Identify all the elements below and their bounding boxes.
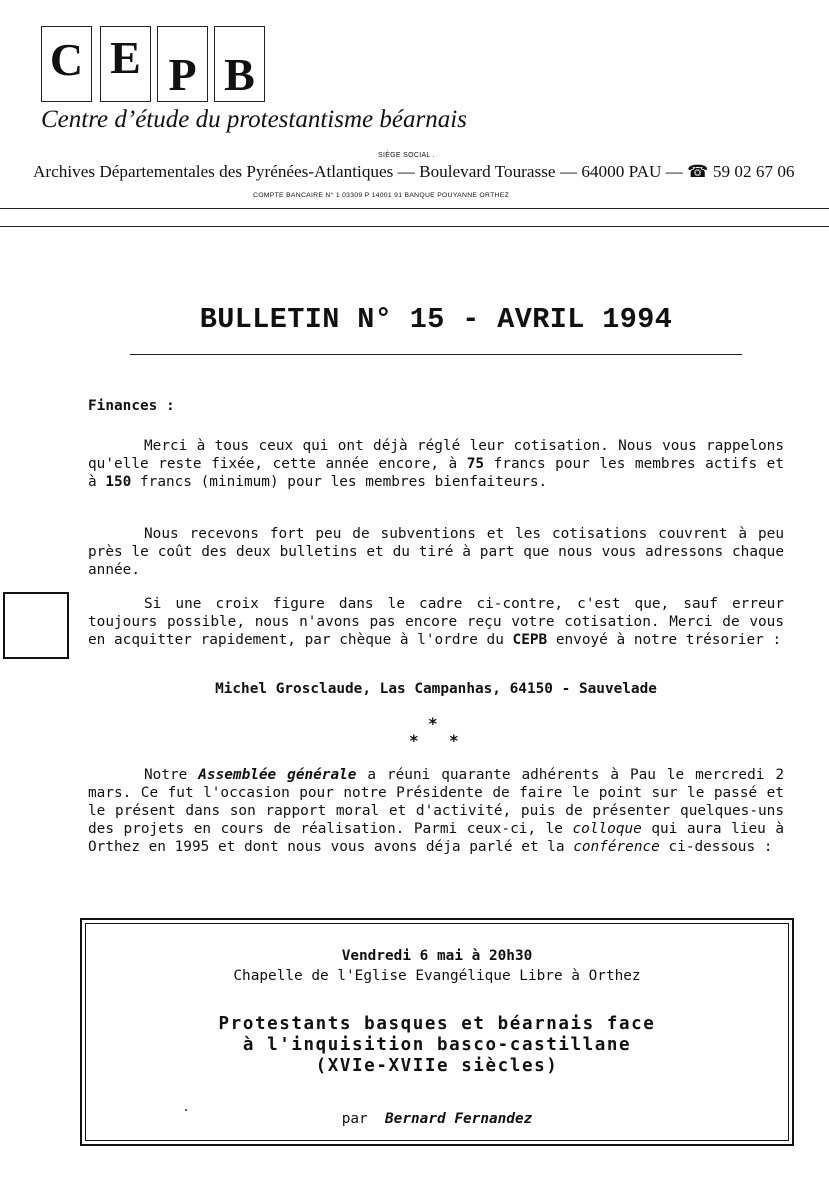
finances-paragraph-3: Si une croix figure dans le cadre ci-contre, c'est que, sauf erreur toujours possible, nous n'avons pas encore reçu votre cotisation. Merci de vous en acquitter rapidement, par chèque à l'ordre du CEPB envoyé à notre trésorier :	[88, 596, 784, 649]
finances-paragraph-1: Merci à tous ceux qui ont déjà réglé leur cotisation. Nous vous rappelons qu'elle reste fixée, cette année encore, à 75 francs pour les membres actifs et à 150 francs (minimum) pour les membres bienfaiteurs.	[88, 438, 784, 491]
bank-account: COMPTE BANCAIRE N° 1 03309 P 14001 91 BANQUE POUYANNE ORTHEZ	[253, 192, 510, 199]
payment-reminder-checkbox	[3, 592, 69, 659]
conference-announcement-box	[80, 918, 794, 1146]
asterisk: *	[449, 731, 459, 750]
event-speaker: Bernard Fernandez	[385, 1111, 533, 1127]
organization-tagline: Centre d’étude du protestantisme béarnais	[41, 106, 467, 133]
logo-box-p	[157, 26, 208, 102]
speaker-by-label: par	[341, 1111, 368, 1127]
asterisk: *	[428, 714, 438, 733]
header-rule-bottom	[0, 226, 829, 227]
bulletin-title: BULLETIN N° 15 - AVRIL 1994	[199, 303, 673, 336]
title-underline	[130, 354, 742, 355]
active-member-fee: 75	[466, 456, 485, 473]
asterisk: *	[409, 731, 419, 750]
header-rule-top	[0, 208, 829, 209]
siege-social-label: SIÈGE SOCIAL .	[378, 152, 435, 159]
event-speaker-line	[82, 1111, 792, 1127]
logo-letter: B	[224, 49, 255, 100]
event-venue: Chapelle de l'Eglise Evangélique Libre à Orthez	[233, 968, 641, 984]
logo-letter: E	[110, 32, 141, 83]
logo-letter: C	[49, 34, 84, 85]
organization-acronym: CEPB	[512, 632, 548, 649]
treasurer-address: Michel Grosclaude, Las Campanhas, 64150 - Sauvelade	[215, 681, 657, 697]
assembly-paragraph: Notre Assemblée générale a réuni quarante adhérents à Pau le mercredi 2 mars. Ce fut l'occasion pour notre Présidente de faire le point sur le passé et le présent dans son rapport moral et d'activité, puis de présenter quelques-uns des projets en cours de réalisation. Parmi ceux-ci, le colloque qui aura lieu à Orthez en 1995 et dont nous vous avons déja parlé et la conférence ci-dessous :	[88, 767, 785, 856]
event-date: Vendredi 6 mai à 20h30	[341, 948, 533, 964]
section-heading-finances: Finances :	[88, 398, 175, 414]
benefactor-fee: 150	[105, 474, 132, 491]
event-title-line: Protestants basques et béarnais face	[218, 1014, 656, 1034]
finances-paragraph-2: Nous recevons fort peu de subventions et les cotisations couvrent à peu près le coût des deux bulletins et du tiré à part que nous vous adressons chaque année.	[88, 526, 784, 579]
logo-box-e	[100, 26, 151, 102]
logo-box-c	[41, 26, 92, 102]
logo-letter: P	[168, 49, 197, 100]
colloque-emphasis: colloque	[572, 821, 642, 838]
assembly-emphasis: Assemblée générale	[198, 767, 357, 783]
conference-emphasis: conférence	[573, 839, 660, 856]
speck	[185, 1109, 187, 1111]
organization-address: Archives Départementales des Pyrénées-Atlantiques — Boulevard Tourasse — 64000 PAU — ☎ 59 02 67 06	[33, 162, 795, 181]
event-title-line: à l'inquisition basco-castillane	[242, 1035, 632, 1055]
logo-box-b	[214, 26, 265, 102]
event-title-line: (XVIe-XVIIe siècles)	[315, 1056, 559, 1076]
